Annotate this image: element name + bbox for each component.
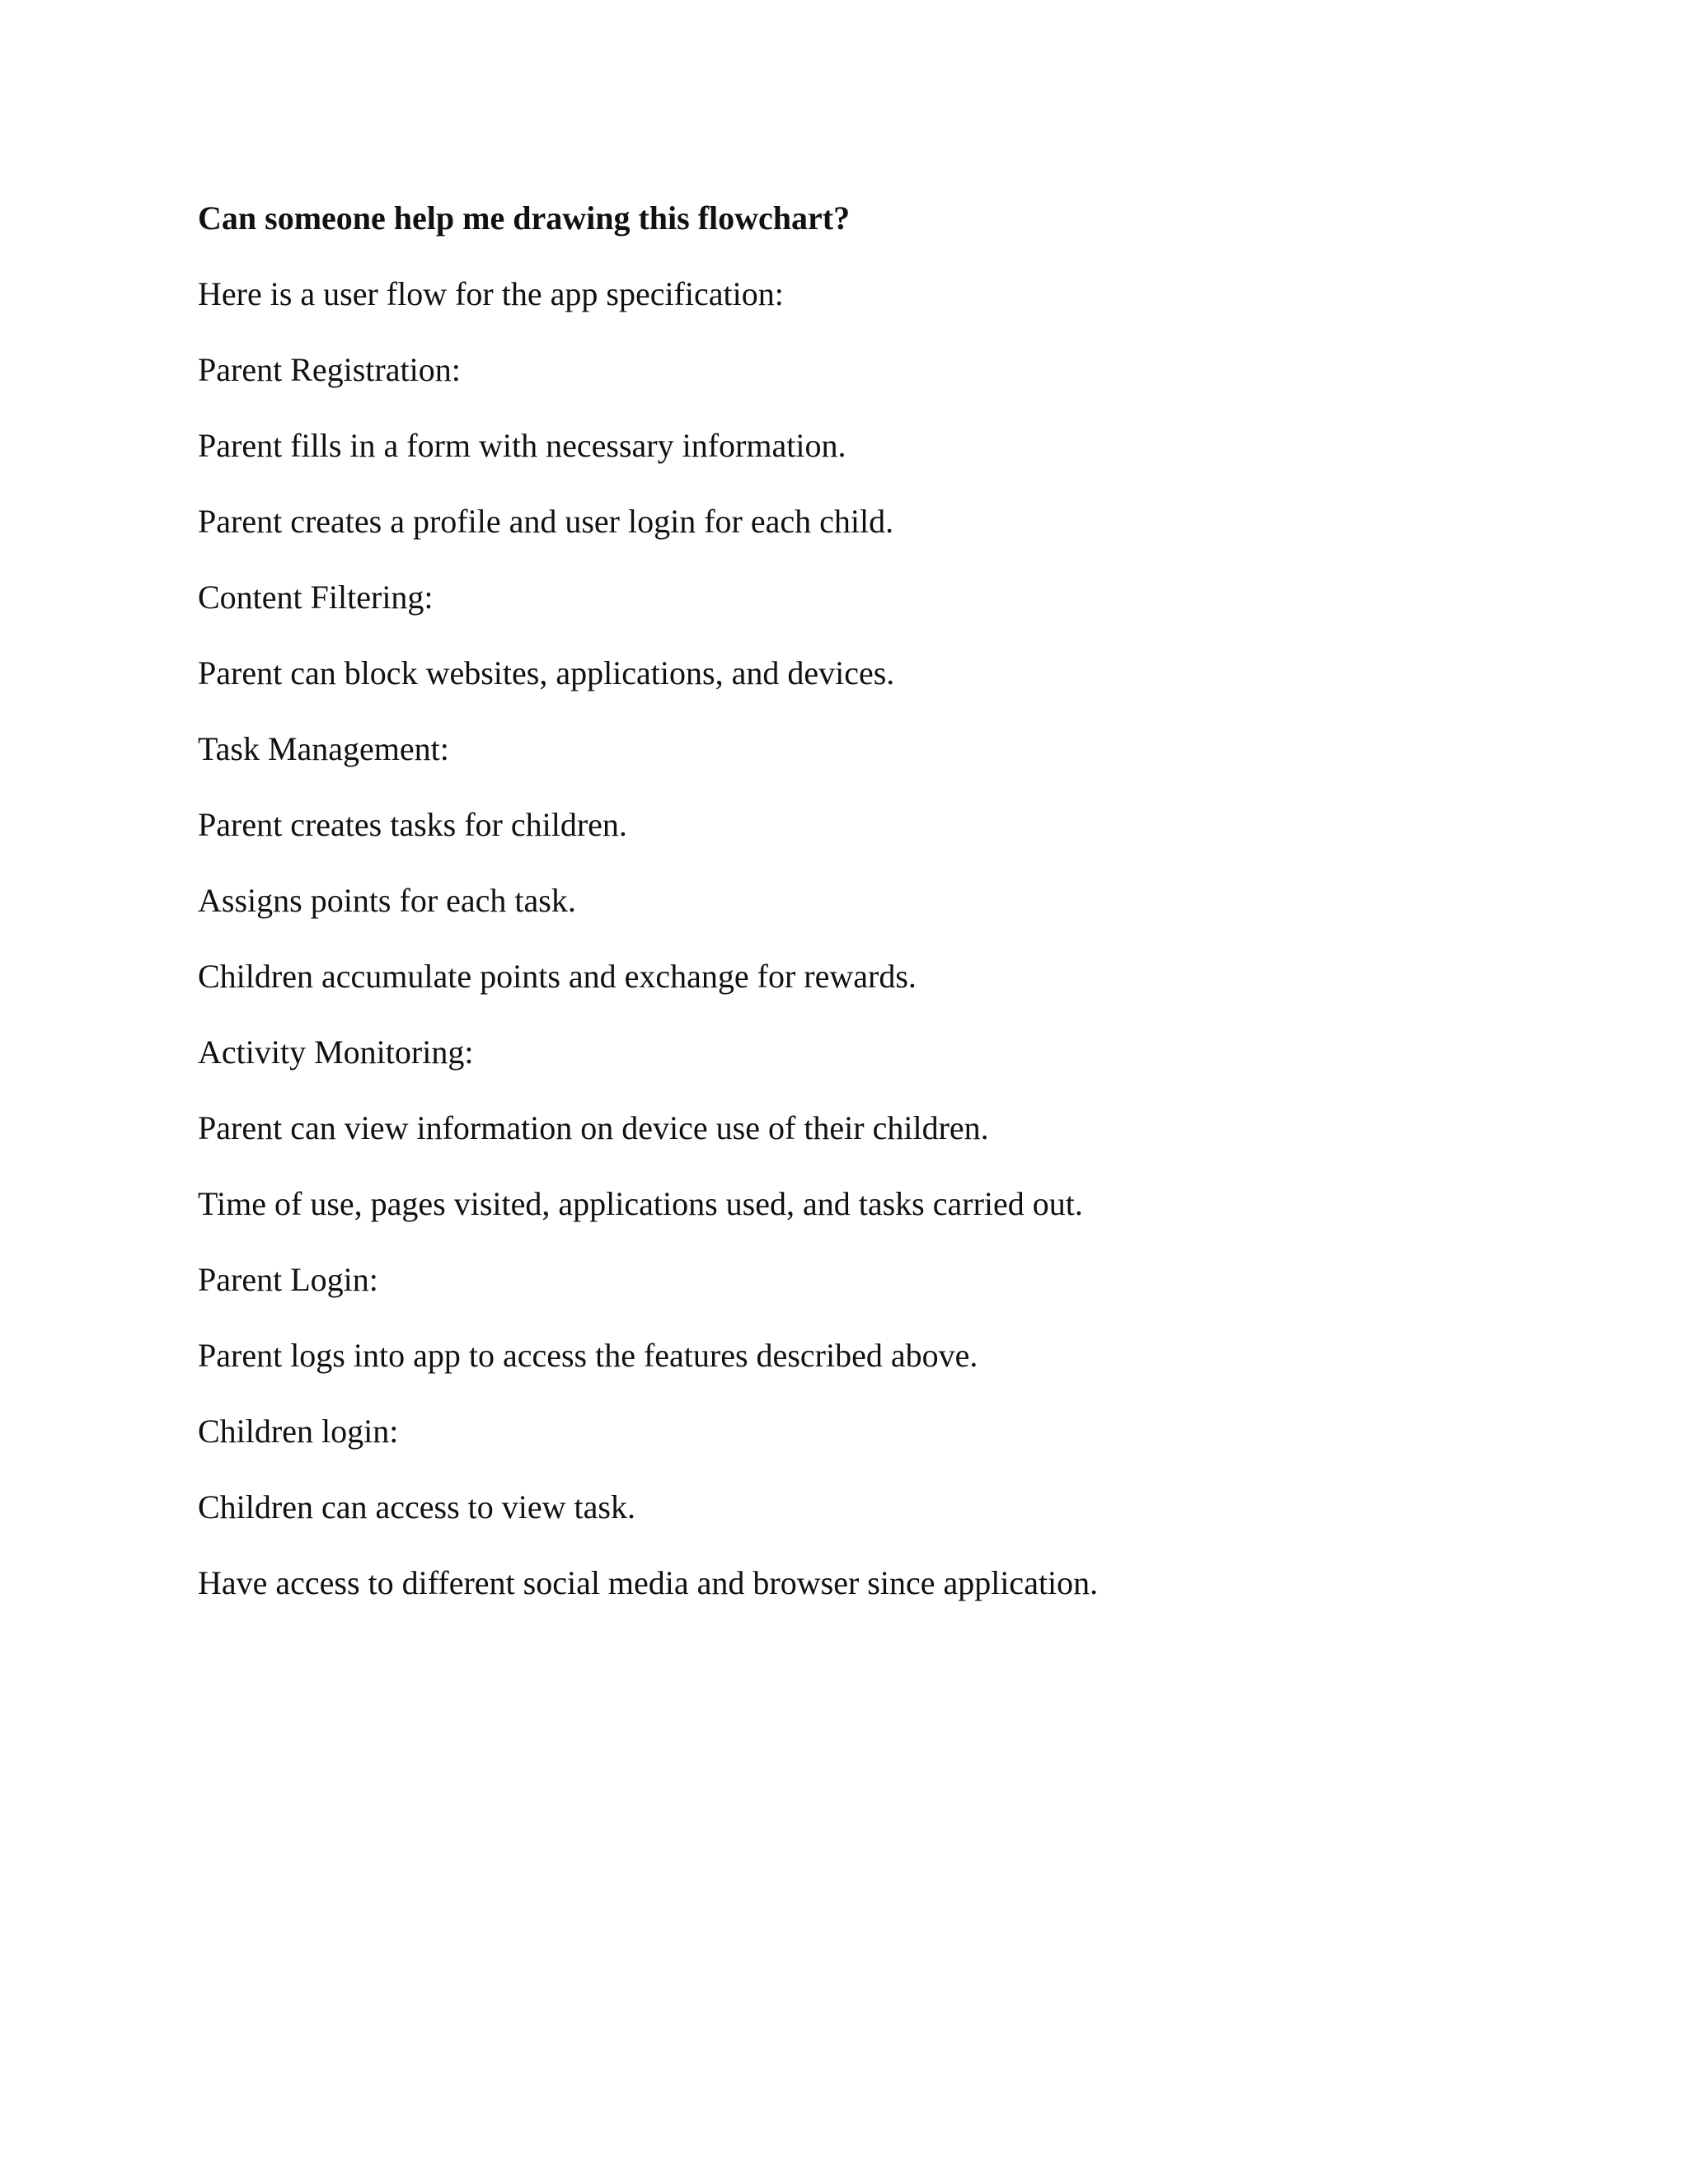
section-heading-parent-login: Parent Login:	[198, 1261, 378, 1298]
section-heading-activity-monitoring: Activity Monitoring:	[198, 1033, 474, 1071]
section-heading-parent-registration: Parent Registration:	[198, 351, 461, 388]
paragraph-text: Parent fills in a form with necessary information.	[198, 427, 846, 464]
paragraph-text: Parent creates tasks for children.	[198, 806, 627, 843]
paragraph-text: Assigns points for each task.	[198, 882, 576, 919]
paragraph-text: Parent can view information on device use of their children.	[198, 1109, 989, 1146]
section-heading-children-login: Children login:	[198, 1413, 399, 1450]
paragraph-text: Children can access to view task.	[198, 1488, 635, 1526]
paragraph-text: Parent can block websites, applications, and devices.	[198, 654, 895, 691]
paragraph-text: Children accumulate points and exchange for rewards.	[198, 958, 917, 995]
section-heading-content-filtering: Content Filtering:	[198, 579, 434, 616]
paragraph-text: Time of use, pages visited, applications used, and tasks carried out.	[198, 1185, 1083, 1222]
paragraph-text: Parent creates a profile and user login for each child.	[198, 503, 894, 540]
section-heading-task-management: Task Management:	[198, 730, 449, 767]
document-title: Can someone help me drawing this flowchart?	[198, 199, 851, 237]
intro-text: Here is a user flow for the app specification:	[198, 275, 784, 312]
paragraph-text: Have access to different social media and browser since application.	[198, 1564, 1099, 1601]
paragraph-text: Parent logs into app to access the features described above.	[198, 1337, 978, 1374]
